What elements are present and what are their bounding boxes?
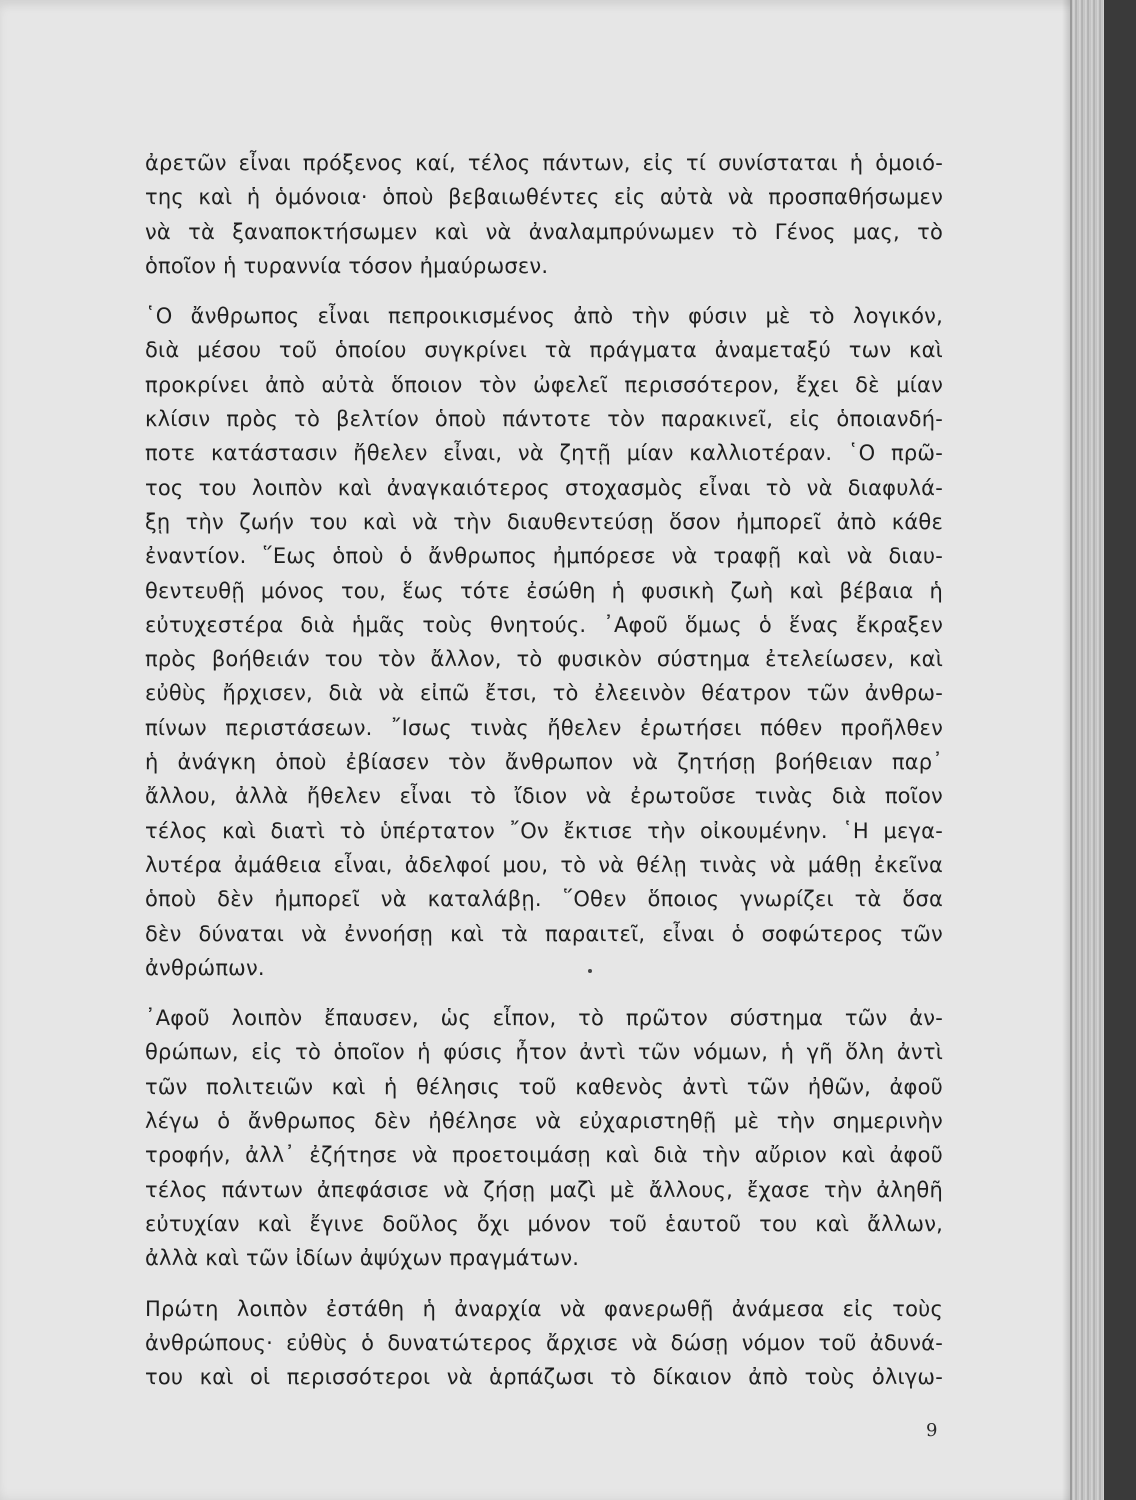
text-line: λέγω ὁ ἄνθρωπος δὲν ἠθέλησε νὰ εὐχαριστηθῇ μὲ τὴν σημερινὴν (145, 1109, 943, 1134)
text-line: ἡ ἀνάγκη ὁποὺ ἐβίασεν τὸν ἄνθρωπον νὰ ζητήσῃ βοήθειαν παρ᾿ (145, 750, 943, 775)
text-line: λυτέρα ἀμάθεια εἶναι, ἀδελφοί μου, τὸ νὰ θέλῃ τινὰς νὰ μάθῃ ἐκεῖνα (145, 852, 943, 877)
text-line: τῶν πολιτειῶν καὶ ἡ θέλησις τοῦ καθενὸς ἀντὶ τῶν ἠθῶν, ἀφοῦ (145, 1074, 943, 1099)
paragraph-1 (145, 146, 943, 283)
text-line: του καὶ οἱ περισσότεροι νὰ ἁρπάζωσι τὸ δίκαιον ἀπὸ τοὺς ὀλιγω- (145, 1365, 943, 1390)
text-line: ὁποὺ δὲν ἠμπορεῖ νὰ καταλάβῃ. ῞Οθεν ὅποιος γνωρίζει τὰ ὅσα (145, 887, 943, 912)
text-line: ποτε κατάστασιν ἤθελεν εἶναι, νὰ ζητῇ μίαν καλλιοτέραν. ῾Ο πρῶ- (145, 441, 943, 466)
text-line: τροφήν, ἀλλ᾿ ἐζήτησε νὰ προετοιμάσῃ καὶ διὰ τὴν αὔριον καὶ ἀφοῦ (145, 1143, 943, 1168)
text-line: δὲν δύναται νὰ ἐννοήσῃ καὶ τὰ παραιτεῖ, εἶναι ὁ σοφώτερος τῶν (145, 921, 943, 946)
paragraph-3 (145, 1001, 943, 1275)
text-line: ἄλλου, ἀλλὰ ἤθελεν εἶναι τὸ ἴδιον νὰ ἐρωτοῦσε τινὰς διὰ ποῖον (145, 784, 943, 809)
text-line: προκρίνει ἀπὸ αὐτὰ ὅποιον τὸν ὠφελεῖ περισσότερον, ἔχει δὲ μίαν (145, 372, 943, 397)
text-line: Πρώτη λοιπὸν ἐστάθη ἡ ἀναρχία νὰ φανερωθῇ ἀνάμεσα εἰς τοὺς (145, 1296, 943, 1321)
paragraph-gap (145, 283, 943, 299)
text-line: ὁποῖον ἡ τυραννία τόσον ἠμαύρωσεν. (145, 253, 549, 278)
text-line: εὐθὺς ἤρχισεν, διὰ νὰ εἰπῶ ἔτσι, τὸ ἐλεεινὸν θέατρον τῶν ἀνθρω- (145, 681, 943, 706)
text-line: τέλος καὶ διατὶ τὸ ὑπέρτατον ῎Ον ἔκτισε τὴν οἰκουμένην. ῾Η μεγα- (145, 818, 943, 843)
text-line: ἀρετῶν εἶναι πρόξενος καί, τέλος πάντων, εἰς τί συνίσταται ἡ ὁμοιό- (145, 151, 943, 175)
text-line: πίνων περιστάσεων. ῎Ισως τινὰς ἤθελεν ἐρωτήσει πόθεν προῆλθεν (145, 715, 943, 740)
text-line: ᾿Αφοῦ λοιπὸν ἔπαυσεν, ὡς εἶπον, τὸ πρῶτον σύστημα τῶν ἀν- (145, 1006, 943, 1031)
page-number: 9 (926, 1420, 938, 1441)
text-line: ῾Ο ἄνθρωπος εἶναι πεπροικισμένος ἀπὸ τὴν φύσιν μὲ τὸ λογικόν, (145, 304, 943, 329)
text-line: νὰ τὰ ξαναποκτήσωμεν καὶ νὰ ἀναλαμπρύνωμεν τὸ Γένος μας, τὸ (145, 219, 943, 244)
text-line: ἐναντίον. ῞Εως ὁποὺ ὁ ἄνθρωπος ἠμπόρεσε νὰ τραφῇ καὶ νὰ διαυ- (145, 544, 943, 569)
paragraph-gap (145, 1276, 943, 1292)
text-line: πρὸς βοήθειάν του τὸν ἄλλον, τὸ φυσικὸν σύστημα ἐτελείωσεν, καὶ (145, 647, 943, 672)
page-stack-edge (1070, 0, 1104, 1500)
text-line: τέλος πάντων ἀπεφάσισε νὰ ζήσῃ μαζὶ μὲ ἄλλους, ἔχασε τὴν ἀληθῆ (145, 1177, 943, 1202)
text-line: ἀλλὰ καὶ τῶν ἰδίων ἀψύχων πραγμάτων. (145, 1246, 580, 1271)
text-line: διὰ μέσου τοῦ ὁποίου συγκρίνει τὰ πράγματα ἀναμεταξύ των καὶ (145, 338, 943, 363)
paragraph-4 (145, 1292, 943, 1395)
text-line: κλίσιν πρὸς τὸ βελτίον ὁποὺ πάντοτε τὸν παρακινεῖ, εἰς ὁποιανδή- (145, 407, 943, 432)
text-line: θεντευθῇ μόνος του, ἕως τότε ἐσώθη ἡ φυσικὴ ζωὴ καὶ βέβαια ἡ (145, 578, 943, 603)
text-line: εὐτυχίαν καὶ ἔγινε δοῦλος ὄχι μόνον τοῦ ἑαυτοῦ του καὶ ἄλλων, (145, 1211, 943, 1236)
text-line: εὐτυχεστέρα διὰ ἡμᾶς τοὺς θνητούς. ᾿Αφοῦ ὅμως ὁ ἕνας ἔκραξεν (145, 612, 943, 637)
text-line: ἀνθρώπους· εὐθὺς ὁ δυνατώτερος ἄρχισε νὰ δώσῃ νόμον τοῦ ἀδυνά- (145, 1330, 943, 1355)
print-speck (588, 969, 592, 973)
text-line: ἀνθρώπων. (145, 955, 265, 980)
paragraph-2 (145, 299, 943, 985)
text-line: της καὶ ἡ ὁμόνοια· ὁποὺ βεβαιωθέντες εἰς αὐτὰ νὰ προσπαθήσωμεν (145, 185, 943, 210)
text-line: ξῃ τὴν ζωήν του καὶ νὰ τὴν διαυθεντεύσῃ ὅσον ἠμπορεῖ ἀπὸ κάθε (145, 509, 943, 534)
paragraph-gap (145, 985, 943, 1001)
body-text (145, 146, 943, 1394)
text-line: θρώπων, εἰς τὸ ὁποῖον ἡ φύσις ἦτον ἀντὶ τῶν νόμων, ἡ γῆ ὅλη ἀντὶ (145, 1040, 943, 1065)
text-line: τος του λοιπὸν καὶ ἀναγκαιότερος στοχασμὸς εἶναι τὸ νὰ διαφυλά- (145, 475, 943, 500)
